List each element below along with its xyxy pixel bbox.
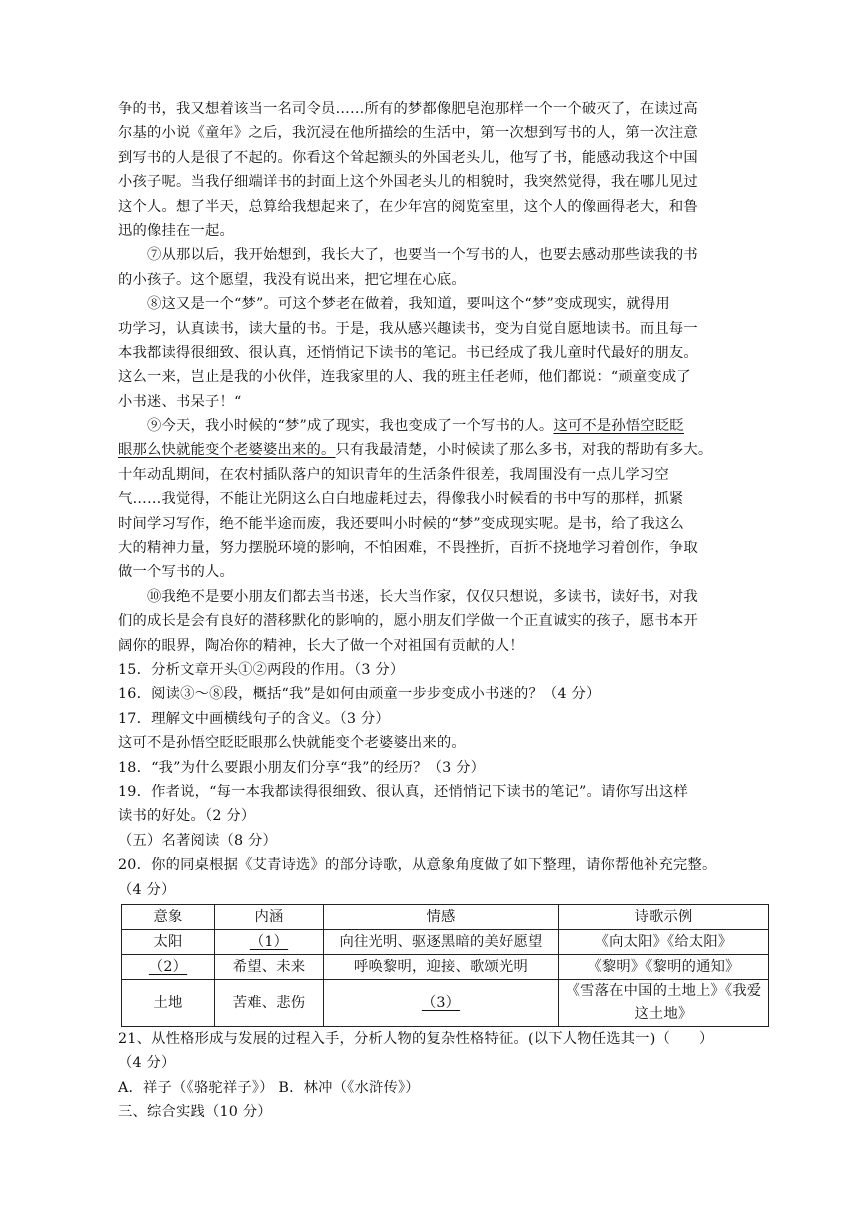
table-header-cell: 内涵 — [215, 904, 324, 929]
text-line: 尔基的小说《童年》之后，我沉浸在他所描绘的生活中，第一次想到写书的人，第一次注意 — [118, 125, 698, 142]
question-16: 16．阅读③～⑧段，概括“我”是如何由顽童一步步变成小书迷的？（4 分） — [118, 686, 601, 703]
text-line: 小孩子呢。当我仔细端详书的封面上这个外国老头儿的相貌时，我突然觉得，我在哪儿见过 — [118, 174, 698, 191]
table-cell — [324, 979, 559, 1026]
text-line: 迅的像挂在一起。 — [118, 222, 234, 239]
table-cell: 向往光明、驱逐黑暗的美好愿望 — [324, 929, 559, 954]
text-line: 争的书，我又想着该当一名司令员……所有的梦都像肥皂泡那样一个一个破灭了，在读过高 — [118, 101, 698, 117]
table-cell: 《雪落在中国的土地上》《我爱这土地》 — [559, 979, 769, 1026]
text-line: 这么一来，岂止是我的小伙伴，连我家里的人、我的班主任老师，他们都说：“顽童变成了 — [118, 369, 691, 386]
fill-blank-1[interactable]: （1） — [249, 933, 289, 950]
table-row — [122, 954, 769, 979]
passage-paragraph-7 — [118, 243, 744, 292]
passage-paragraph-8 — [118, 292, 744, 414]
table-cell: 呼唤黎明，迎接、歌颂光明 — [324, 954, 559, 979]
text-line: 功学习，认真读书，读大量的书。于是，我从感兴趣读书，变为自觉自愿地读书。而且每一 — [118, 320, 698, 337]
question-20-cont: （4 分） — [118, 881, 176, 898]
table-header-cell: 情感 — [324, 904, 559, 929]
text-line: 做一个写书的人。 — [118, 564, 234, 581]
text-line: 的小孩子。这个愿望，我没有说出来，把它埋在心底。 — [118, 271, 466, 288]
text-line: ⑧这又是一个“梦”。可这个梦老在做着，我知道，要叫这个“梦”变成现实，就得用 — [147, 296, 670, 313]
question-18: 18．“我”为什么要跟小朋友们分享“我”的经历？（3 分） — [118, 759, 486, 776]
text-line: 阔你的眼界，陶冶你的精神，长大了做一个对祖国有贡献的人！ — [118, 637, 524, 654]
table-header-cell: 意象 — [122, 904, 215, 929]
question-21: 21、从性格形成与发展的过程入手，分析人物的复杂性格特征。(以下人物任选其一)（ ） — [118, 1030, 714, 1047]
text-line: ⑦从那以后，我开始想到，我长大了，也要当一个写书的人，也要去感动那些读我的书 — [147, 247, 698, 264]
question-19: 19．作者说，“每一本我都读得很细致、很认真，还悄悄记下读书的笔记”。请你写出这样 — [118, 783, 688, 800]
question-20: 20．你的同桌根据《艾青诗选》的部分诗歌，从意象角度做了如下整理，请你帮他补充完整。 — [118, 857, 717, 874]
underlined-sentence: 眼那么快就能变个老婆婆出来的。 — [118, 442, 336, 459]
text-line: 大的精神力量，努力摆脱环境的影响，不怕困难，不畏挫折，百折不挠地学习着创作，争取 — [118, 540, 698, 557]
text-line: 时间学习写作，绝不能半途而废，我还要叫小时候的“梦”变成现实呢。是书，给了我这么 — [118, 515, 684, 532]
question-21-options: A．祥子（《骆驼祥子》） B．林冲（《水浒传》） — [118, 1079, 420, 1096]
text-line — [118, 438, 744, 462]
question-15: 15．分析文章开头①②两段的作用。（3 分） — [118, 661, 405, 678]
table-cell: 苦难、悲伤 — [215, 979, 324, 1026]
table-cell: 《向太阳》《给太阳》 — [559, 929, 769, 954]
question-21-cont: （4 分） — [118, 1055, 176, 1072]
text-line: 这个人。想了半天，总算给我想起来了，在少年宫的阅览室里，这个人的像画得老大，和鲁 — [118, 198, 698, 215]
table-row — [122, 929, 769, 954]
passage-paragraph-6 — [118, 97, 744, 243]
table-cell: 《黎明》《黎明的通知》 — [559, 954, 769, 979]
passage-paragraph-10 — [118, 585, 744, 658]
underlined-sentence: 这可不是孙悟空眨眨 — [553, 418, 684, 435]
table-header-cell: 诗歌示例 — [559, 904, 769, 929]
table-row — [122, 979, 769, 1026]
table-cell: 太阳 — [122, 929, 215, 954]
text-line — [118, 414, 744, 438]
table-cell — [122, 954, 215, 979]
document-body — [118, 97, 762, 1124]
question-17-quote: 这可不是孙悟空眨眨眼那么快就能变个老婆婆出来的。 — [118, 735, 466, 752]
section-heading-5: （五）名著阅读（8 分） — [118, 832, 278, 849]
text-line: 们的成长是会有良好的潜移默化的影响的，愿小朋友们学做一个正直诚实的孩子，愿书本开 — [118, 613, 698, 630]
text-span: ⑨今天，我小时候的“梦”成了现实，我也变成了一个写书的人。 — [147, 418, 554, 435]
question-17: 17．理解文中画横线句子的含义。（3 分） — [118, 710, 390, 727]
fill-blank-3[interactable]: （3） — [421, 994, 461, 1011]
text-line: 十年动乱期间，在农村插队落户的知识青年的生活条件很差，我周围没有一点儿学习空 — [118, 466, 669, 483]
text-line: 气……我觉得，不能让光阴这么白白地虚耗过去，得像我小时候看的书中写的那样，抓紧 — [118, 491, 684, 508]
table-cell — [215, 929, 324, 954]
table-cell: 土地 — [122, 979, 215, 1026]
text-line: 小书迷、书呆子！“ — [118, 393, 242, 410]
text-line: ⑩我绝不是要小朋友们都去当书迷，长大当作家，仅仅只想说，多读书，读好书，对我 — [147, 588, 698, 605]
passage-paragraph-9 — [118, 414, 744, 585]
question-19-cont: 读书的好处。（2 分） — [118, 808, 256, 825]
fill-blank-2[interactable]: （2） — [148, 958, 188, 975]
text-span: 只有我最清楚，小时候读了那么多书，对我的帮助有多大。 — [335, 442, 713, 459]
text-line: 到写书的人是很了不起的。你看这个耸起额头的外国老头儿，他写了书，能感动我这个中国 — [118, 149, 698, 166]
section-heading-3: 三、综合实践（10 分） — [118, 1104, 272, 1121]
text-line: 本我都读得很细致、很认真，还悄悄记下读书的笔记。书已经成了我儿童时代最好的朋友。 — [118, 344, 698, 361]
table-header-row — [122, 904, 769, 929]
table-cell: 希望、未来 — [215, 954, 324, 979]
imagery-table — [121, 904, 769, 1027]
